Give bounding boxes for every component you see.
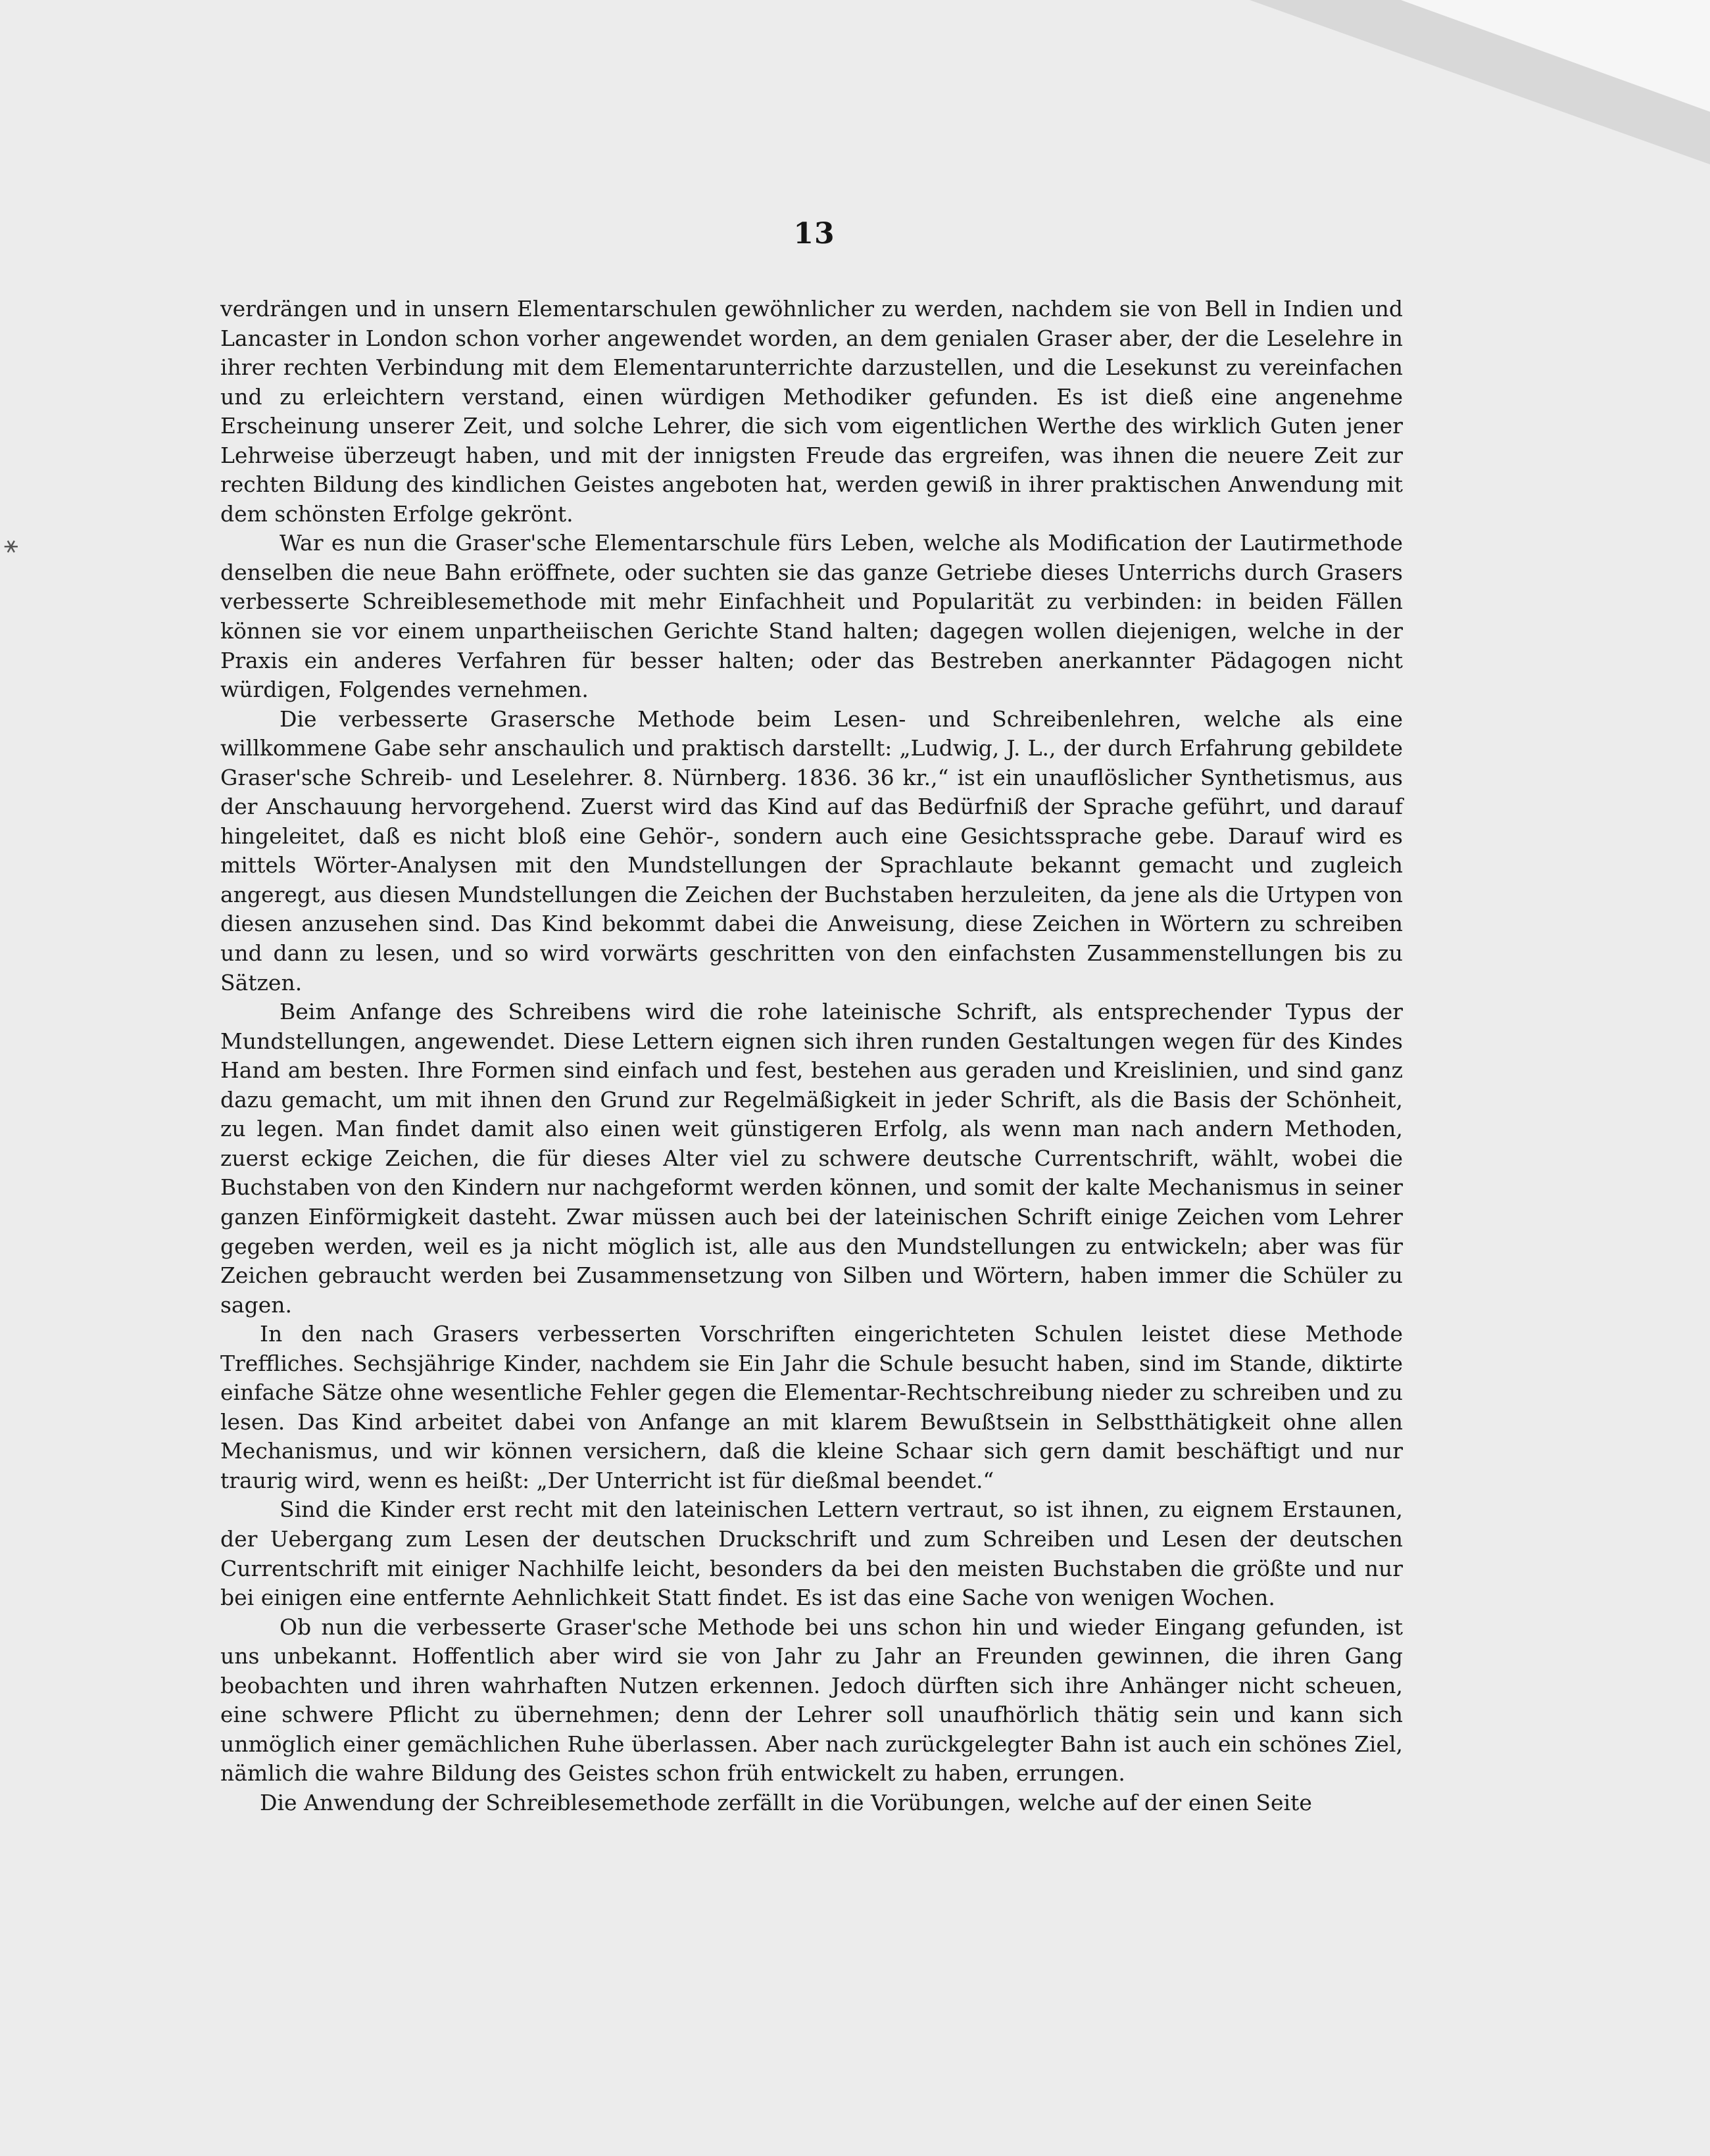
page-number: 13 xyxy=(793,217,835,251)
body-text xyxy=(220,295,1403,1817)
paragraph: Die Anwendung der Schreiblesemethode zerfällt in die Vorübungen, welche auf der einen Seite xyxy=(260,1789,1312,1815)
margin-mark: ⚹ xyxy=(4,531,18,558)
folded-corner-highlight xyxy=(1401,0,1710,112)
paragraph: Die verbesserte Grasersche Methode beim Lesen- und Schreibenlehren, welche als eine willkommene Gabe sehr anschaulich und praktisch darstellt: „Ludwig, J. L., der durch Erfahrung gebildete Graser'sche Schreib- und Leselehrer. 8. Nürnberg. 1836. 36 kr.,“ ist ein unauflöslicher Synthetismus, aus der Anschauung hervorgehend. Zuerst wird das Kind auf das Bedürfniß der Sprache geführt, und darauf hingeleitet, daß es nicht bloß eine Gehör-, sondern auch eine Gesichtssprache gebe. Darauf wird es mittels Wörter-Analysen mit den Mundstellungen der Sprachlaute bekannt gemacht und zugleich angeregt, aus diesen Mundstellungen die Zeichen der Buchstaben herzuleiten, da jene als die Urtypen von diesen anzusehen sind. Das Kind bekommt dabei die Anweisung, diese Zeichen in Wörtern zu schreiben und dann zu lesen, und so wird vorwärts geschritten von den einfachsten Zusammenstellungen bis zu Sätzen. xyxy=(220,706,1403,995)
paragraph: In den nach Grasers verbesserten Vorschriften eingerichteten Schulen leistet diese Methode Treffliches. Sechsjährige Kinder, nachdem sie Ein Jahr die Schule besucht haben, sind im Stande, diktirte einfache Sätze ohne wesentliche Fehler gegen die Elementar-Rechtschreibung nieder zu schreiben und zu lesen. Das Kind arbeitet dabei von Anfange an mit klarem Bewußtsein in Selbstthätigkeit ohne allen Mechanismus, und wir können versichern, daß die kleine Schaar sich gern damit beschäftigt und nur traurig wird, wenn es heißt: „Der Unterricht ist für dießmal beendet.“ xyxy=(220,1321,1403,1493)
paragraph: Sind die Kinder erst recht mit den lateinischen Lettern vertraut, so ist ihnen, zu eignem Erstaunen, der Uebergang zum Lesen der deutschen Druckschrift und zum Schreiben und Lesen der deutschen Currentschrift mit einiger Nachhilfe leicht, besonders da bei den meisten Buchstaben die größte und nur bei einigen eine entfernte Aehnlichkeit Statt findet. Es ist das eine Sache von wenigen Wochen. xyxy=(220,1497,1403,1611)
paragraph: War es nun die Graser'sche Elementarschule fürs Leben, welche als Modification der Lautirmethode denselben die neue Bahn eröffnete, oder suchten sie das ganze Getriebe dieses Unterrichs durch Grasers verbesserte Schreiblesemethode mit mehr Einfachheit und Popularität zu verbinden: in beiden Fällen können sie vor einem unpartheiischen Gerichte Stand halten; dagegen wollen diejenigen, welche in der Praxis ein anderes Verfahren für besser halten; oder das Bestreben anerkannter Pädagogen nicht würdigen, Folgendes vernehmen. xyxy=(220,530,1403,703)
paragraph: Beim Anfange des Schreibens wird die rohe lateinische Schrift, als entsprechender Typus der Mundstellungen, angewendet. Diese Lettern eignen sich ihren runden Gestaltungen wegen für des Kindes Hand am besten. Ihre Formen sind einfach und fest, bestehen aus geraden und Kreislinien, und sind ganz dazu gemacht, um mit ihnen den Grund zur Regelmäßigkeit in jeder Schrift, als die Basis der Schönheit, zu legen. Man findet damit also einen weit günstigeren Erfolg, als wenn man nach andern Methoden, zuerst eckige Zeichen, die für dieses Alter viel zu schwere deutsche Currentschrift, wählt, wobei die Buchstaben von den Kindern nur nachgeformt werden können, und somit der kalte Mechanismus in seiner ganzen Einförmigkeit dasteht. Zwar müssen auch bei der lateinischen Schrift einige Zeichen vom Lehrer gegeben werden, weil es ja nicht möglich ist, alle aus den Mundstellungen zu entwickeln; aber was für Zeichen gebraucht werden bei Zusammensetzung von Silben und Wörtern, haben immer die Schüler zu sagen. xyxy=(220,999,1403,1318)
paragraph: Ob nun die verbesserte Graser'sche Methode bei uns schon hin und wieder Eingang gefunden, ist uns unbekannt. Hoffentlich aber wird sie von Jahr zu Jahr an Freunden gewinnen, die ihren Gang beobachten und ihren wahrhaften Nutzen erkennen. Jedoch dürften sich ihre Anhänger nicht scheuen, eine schwere Pflicht zu übernehmen; denn der Lehrer soll unaufhörlich thätig sein und kann sich unmöglich einer gemächlichen Ruhe überlassen. Aber nach zurückgelegter Bahn ist auch ein schönes Ziel, nämlich die wahre Bildung des Geistes schon früh entwickelt zu haben, errungen. xyxy=(220,1614,1403,1786)
paragraph: verdrängen und in unsern Elementarschulen gewöhnlicher zu werden, nachdem sie von Bell in Indien und Lancaster in London schon vorher angewendet worden, an dem genialen Graser aber, der die Leselehre in ihrer rechten Verbindung mit dem Elementarunterrichte darzustellen, und die Lesekunst zu vereinfachen und zu erleichtern verstand, einen würdigen Methodiker gefunden. Es ist dieß eine angenehme Erscheinung unserer Zeit, und solche Lehrer, die sich vom eigentlichen Werthe des wirklich Guten jener Lehrweise überzeugt haben, und mit der innigsten Freude das ergreifen, was ihnen die neuere Zeit zur rechten Bildung des kindlichen Geistes angeboten hat, werden gewiß in ihrer praktischen Anwendung mit dem schönsten Erfolge gekrönt. xyxy=(220,296,1403,527)
